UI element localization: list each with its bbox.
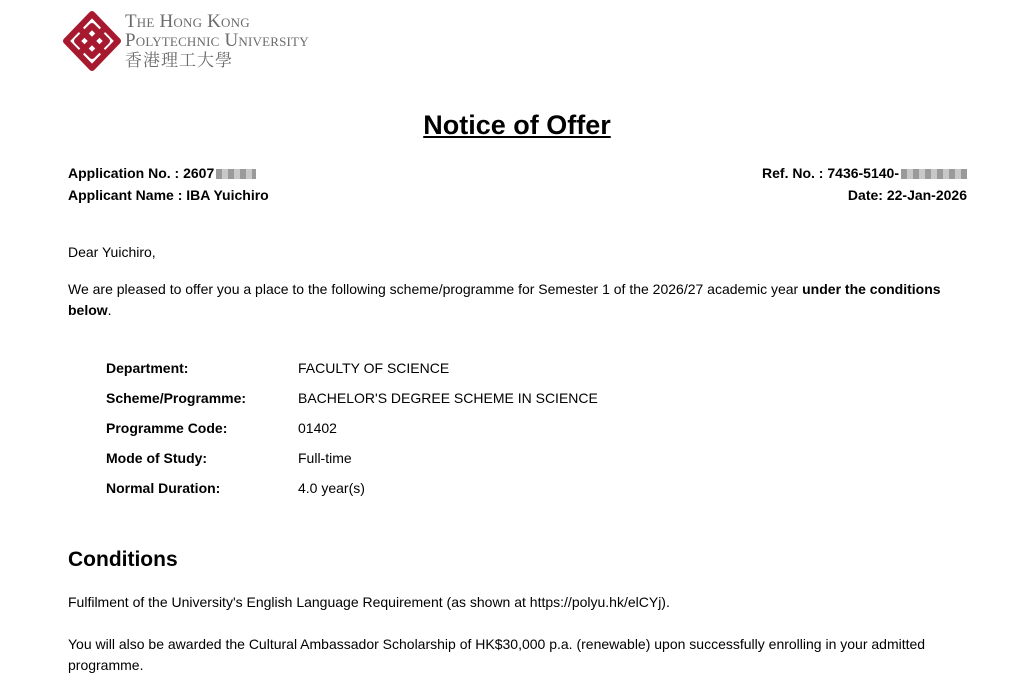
detail-label: Scheme/Programme: [106,390,247,406]
ref-no-value: 7436-5140- [827,165,899,181]
logo-english-line-2: Polytechnic University [125,30,309,51]
intro-text: We are pleased to offer you a place to the following scheme/programme for Semester 1 of the 2026/27 academic year [68,281,799,297]
intro-end: . [107,302,112,318]
ref-no-label: Ref. No. : [762,165,824,181]
application-no-label: Application No. : [68,165,180,181]
document-date [848,187,967,203]
greeting: Dear Yuichiro, [68,244,156,260]
detail-row-department [106,353,598,383]
detail-value: 4.0 year(s) [298,480,365,496]
detail-label: Department: [106,360,189,376]
date-value: 22-Jan-2026 [886,187,967,203]
detail-label: Normal Duration: [106,480,221,496]
detail-value: FACULTY OF SCIENCE [298,360,450,376]
logo-english-line-1: The Hong Kong [125,11,250,32]
document-title: Notice of Offer [423,110,611,140]
detail-label: Programme Code: [106,420,228,436]
ref-no [762,165,967,181]
logo-chinese-name: 香港理工大學 [125,51,233,70]
detail-value: Full-time [298,450,352,466]
detail-row-programme-code [106,413,598,443]
detail-value: BACHELOR'S DEGREE SCHEME IN SCIENCE [298,390,598,406]
date-label: Date: [847,187,883,203]
programme-details [106,353,598,503]
condition-english-requirement: Fulfilment of the University's English Language Requirement (as shown at https://polyu.hk/elCYj). [68,594,670,610]
intro-bold-text: under the conditions below [68,281,941,318]
polyu-emblem-icon [62,10,122,72]
detail-value: 01402 [298,420,337,436]
application-no [68,165,256,181]
redaction-block [216,169,256,179]
applicant-name-value: IBA Yuichiro [186,187,269,203]
university-logo [62,9,382,73]
detail-label: Mode of Study: [106,450,208,466]
intro-paragraph [68,279,958,321]
condition-scholarship: You will also be awarded the Cultural Ambassador Scholarship of HK$30,000 p.a. (renewable) upon successfully enrolling in your admitted programme. [68,636,926,673]
detail-row-scheme [106,383,598,413]
detail-row-mode-of-study [106,443,598,473]
redaction-block [901,169,967,179]
application-no-value: 2607 [183,165,215,181]
applicant-name [68,187,269,203]
detail-row-normal-duration [106,473,598,503]
conditions-heading: Conditions [68,548,178,571]
applicant-name-label: Applicant Name : [68,187,183,203]
